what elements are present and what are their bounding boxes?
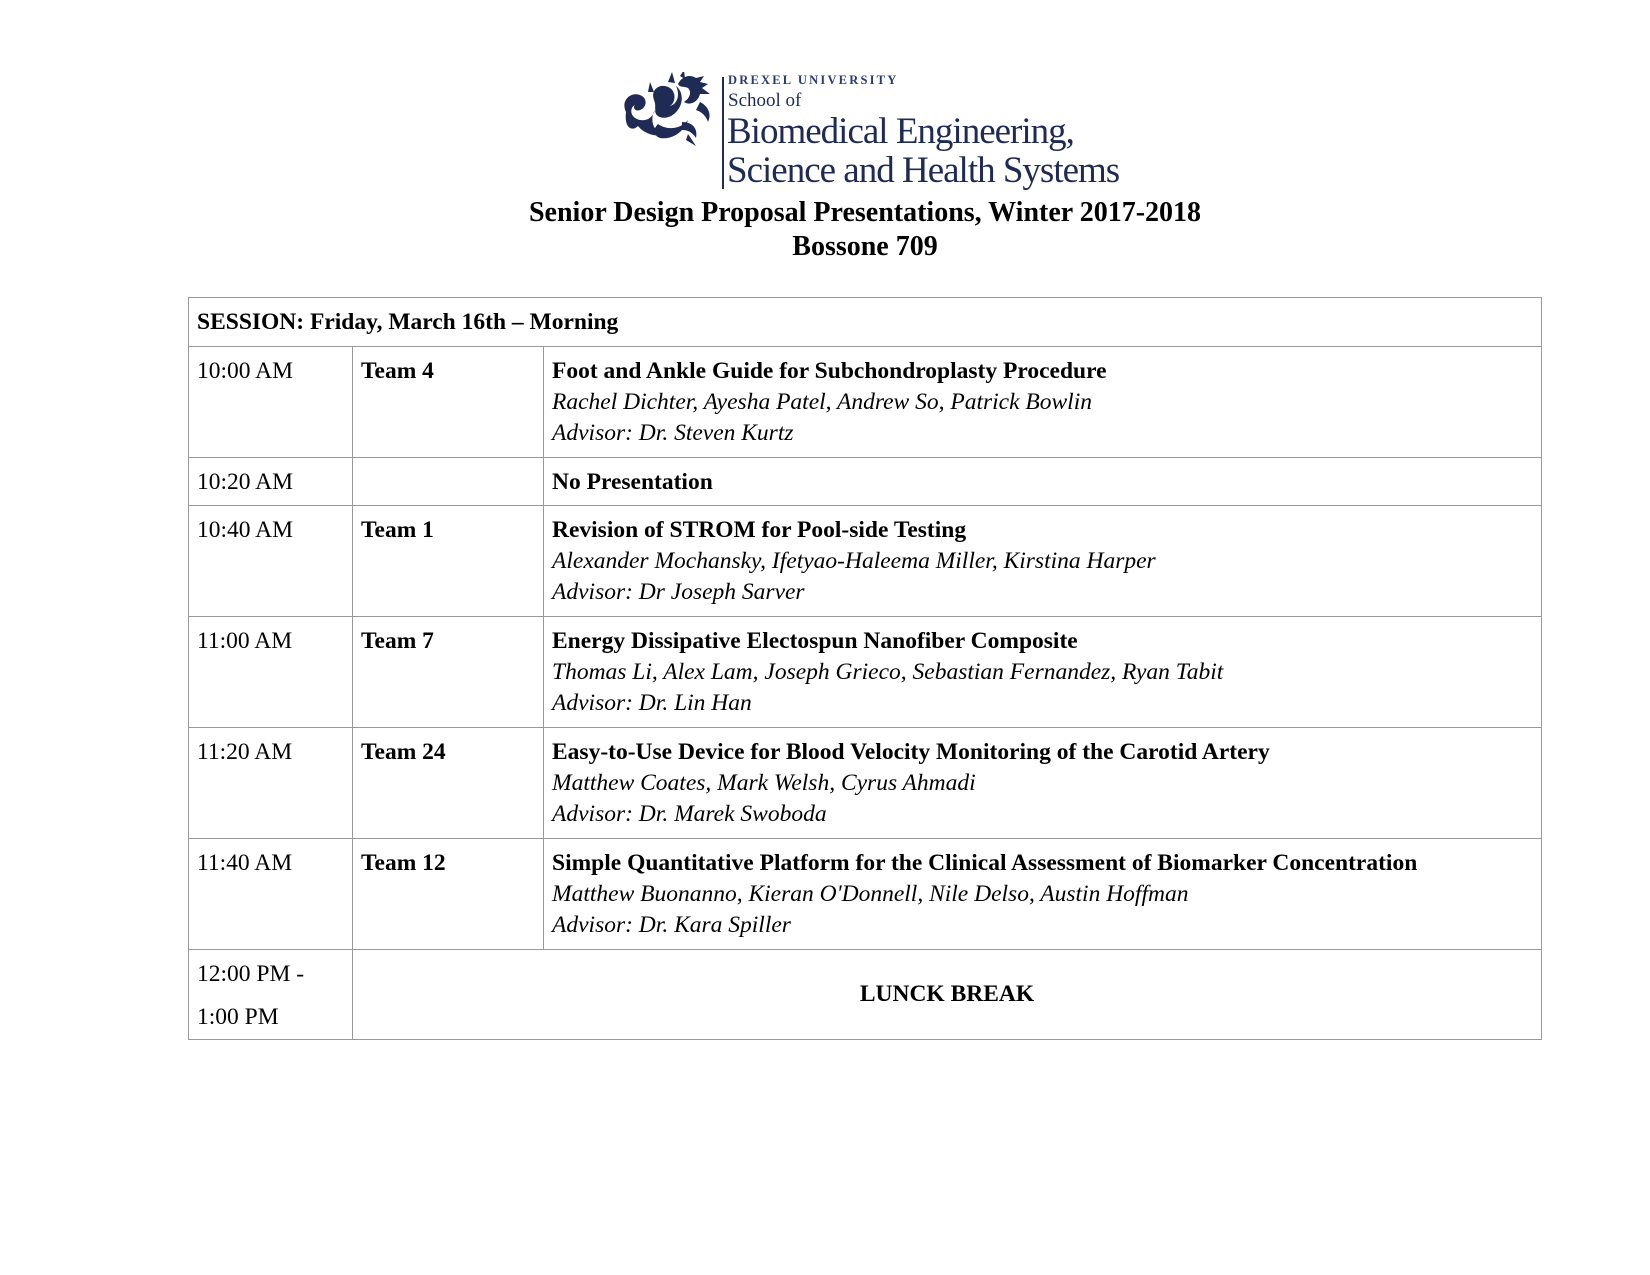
- project-advisor: Advisor: Dr. Steven Kurtz: [552, 420, 794, 446]
- table-row: [189, 506, 1542, 617]
- team-members: Alexander Mochansky, Ifetyao-Haleema Miller, Kirstina Harper: [552, 548, 1156, 574]
- project-title: Energy Dissipative Electospun Nanofiber Composite: [552, 628, 1078, 654]
- slot-team: Team 12: [353, 839, 544, 950]
- team-members: Matthew Buonanno, Kieran O'Donnell, Nile Delso, Austin Hoffman: [552, 881, 1189, 907]
- logo-department-line2: Science and Health Systems: [727, 150, 1120, 191]
- slot-details: [544, 617, 1542, 728]
- dragon-logo-icon: [618, 72, 718, 147]
- project-advisor: Advisor: Dr. Kara Spiller: [552, 912, 791, 938]
- project-title: Simple Quantitative Platform for the Clinical Assessment of Biomarker Concentration: [552, 850, 1418, 876]
- slot-team: [353, 458, 544, 506]
- slot-time: 10:00 AM: [189, 347, 353, 458]
- logo-department-line1: Biomedical Engineering,: [727, 111, 1074, 152]
- slot-team: Team 24: [353, 728, 544, 839]
- table-row: [189, 347, 1542, 458]
- logo-school: School of: [728, 90, 802, 111]
- slot-details: [544, 506, 1542, 617]
- page-title: Senior Design Proposal Presentations, Winter 2017-2018: [528, 197, 1202, 228]
- slot-team: Team 7: [353, 617, 544, 728]
- schedule-table: [188, 297, 1542, 1040]
- school-logo: [618, 72, 1118, 192]
- logo-university: DREXEL UNIVERSITY: [728, 73, 899, 87]
- session-row: [189, 298, 1542, 347]
- lunch-time-end: 1:00 PM: [197, 1004, 279, 1030]
- lunch-time: [189, 950, 353, 1040]
- table-row: [189, 617, 1542, 728]
- slot-details: [544, 458, 1542, 506]
- slot-details: [544, 347, 1542, 458]
- table-row: [189, 728, 1542, 839]
- slot-details: [544, 728, 1542, 839]
- lunch-label: LUNCK BREAK: [353, 950, 1542, 1040]
- table-row: [189, 458, 1542, 506]
- slot-time: 11:40 AM: [189, 839, 353, 950]
- slot-team: Team 4: [353, 347, 544, 458]
- slot-time: 11:20 AM: [189, 728, 353, 839]
- project-title: Foot and Ankle Guide for Subchondroplasty Procedure: [552, 358, 1107, 384]
- team-members: Thomas Li, Alex Lam, Joseph Grieco, Sebastian Fernandez, Ryan Tabit: [552, 659, 1224, 685]
- lunch-time-start: 12:00 PM -: [197, 961, 305, 987]
- slot-team: Team 1: [353, 506, 544, 617]
- table-row: [189, 839, 1542, 950]
- slot-time: 10:20 AM: [189, 458, 353, 506]
- slot-time: 11:00 AM: [189, 617, 353, 728]
- project-advisor: Advisor: Dr. Lin Han: [552, 690, 752, 716]
- project-title: Revision of STROM for Pool-side Testing: [552, 517, 967, 543]
- slot-details: [544, 839, 1542, 950]
- room-title: Bossone 709: [792, 231, 938, 262]
- project-title: Easy-to-Use Device for Blood Velocity Monitoring of the Carotid Artery: [552, 739, 1270, 765]
- project-advisor: Advisor: Dr Joseph Sarver: [552, 579, 805, 605]
- logo-divider: [722, 77, 724, 189]
- session-label: SESSION: Friday, March 16th – Morning: [189, 298, 1542, 347]
- team-members: Matthew Coates, Mark Welsh, Cyrus Ahmadi: [552, 770, 976, 796]
- team-members: Rachel Dichter, Ayesha Patel, Andrew So, Patrick Bowlin: [552, 389, 1092, 415]
- project-advisor: Advisor: Dr. Marek Swoboda: [552, 801, 827, 827]
- slot-time: 10:40 AM: [189, 506, 353, 617]
- project-title: No Presentation: [552, 469, 713, 495]
- lunch-row: [189, 950, 1542, 1040]
